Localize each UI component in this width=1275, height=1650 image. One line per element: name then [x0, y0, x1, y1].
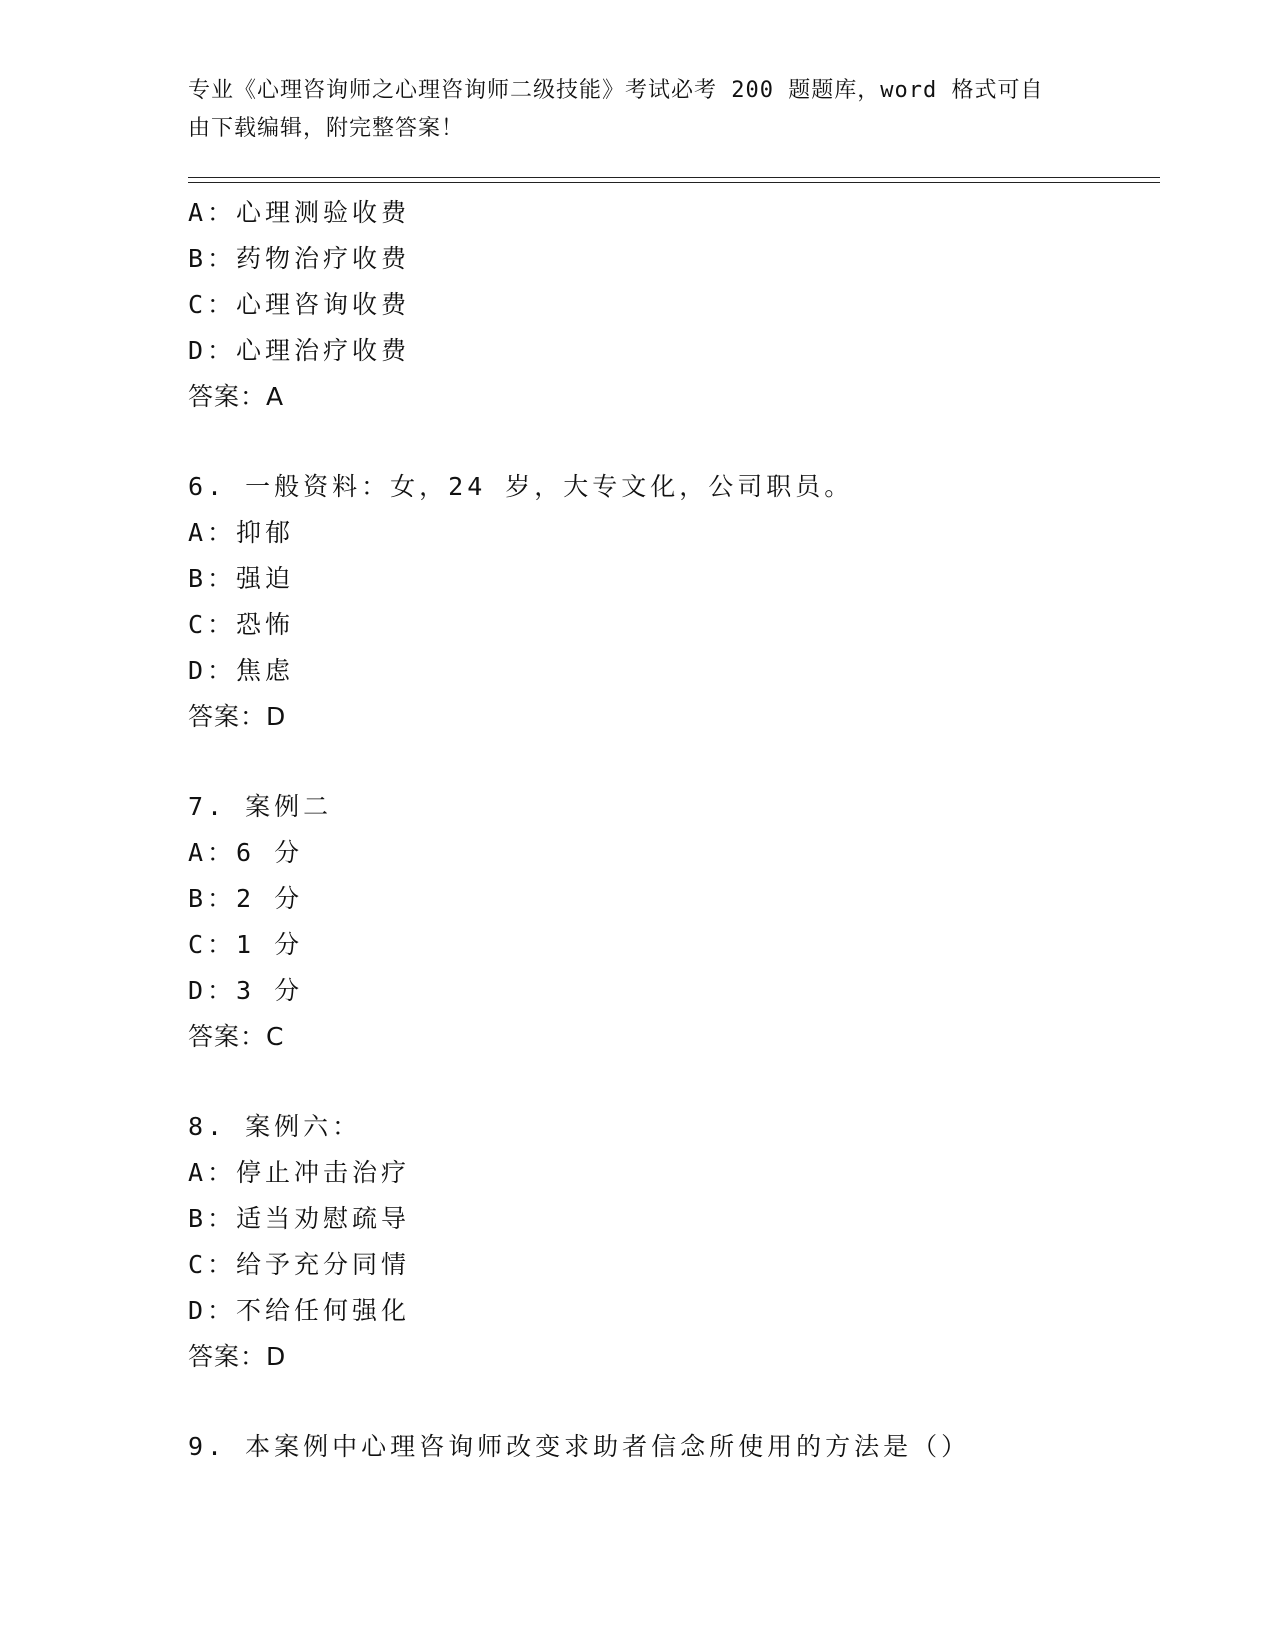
question-text: 8. 案例六： — [188, 1112, 362, 1141]
question-5-block — [188, 190, 1158, 420]
answer-line: 答案：D — [188, 702, 287, 731]
answer-line: 答案：C — [188, 1022, 285, 1051]
document-body — [188, 190, 1158, 1470]
option-c: C：1 分 — [188, 930, 304, 959]
option-a: A：抑郁 — [188, 518, 295, 547]
option-b: B：适当劝慰疏导 — [188, 1204, 411, 1233]
header-divider-top — [188, 177, 1160, 178]
option-a: A：停止冲击治疗 — [188, 1158, 411, 1187]
option-d: D：3 分 — [188, 976, 304, 1005]
question-7-block — [188, 784, 1158, 1060]
header-line-1: 专业《心理咨询师之心理咨询师二级技能》考试必考 200 题题库，word 格式可自 — [188, 78, 1044, 103]
question-text: 6. 一般资料：女，24 岁，大专文化，公司职员。 — [188, 472, 854, 501]
option-d: D：心理治疗收费 — [188, 336, 411, 365]
answer-line: 答案：D — [188, 1342, 287, 1371]
option-d: D：不给任何强化 — [188, 1296, 411, 1325]
question-text: 9. 本案例中心理咨询师改变求助者信念所使用的方法是（） — [188, 1432, 971, 1461]
question-9-block — [188, 1424, 1158, 1470]
answer-line: 答案：A — [188, 382, 285, 411]
header-divider-bottom — [188, 182, 1160, 183]
question-8-block — [188, 1104, 1158, 1380]
option-c: C：恐怖 — [188, 610, 295, 639]
question-text: 7. 案例二 — [188, 792, 333, 821]
option-c: C：心理咨询收费 — [188, 290, 411, 319]
header-line-2: 由下载编辑，附完整答案！ — [188, 116, 465, 141]
option-a: A：心理测验收费 — [188, 198, 411, 227]
option-a: A：6 分 — [188, 838, 304, 867]
option-b: B：2 分 — [188, 884, 304, 913]
option-b: B：强迫 — [188, 564, 295, 593]
question-6-block — [188, 464, 1158, 740]
document-header — [188, 72, 1088, 148]
option-b: B：药物治疗收费 — [188, 244, 411, 273]
option-c: C：给予充分同情 — [188, 1250, 411, 1279]
option-d: D：焦虑 — [188, 656, 295, 685]
